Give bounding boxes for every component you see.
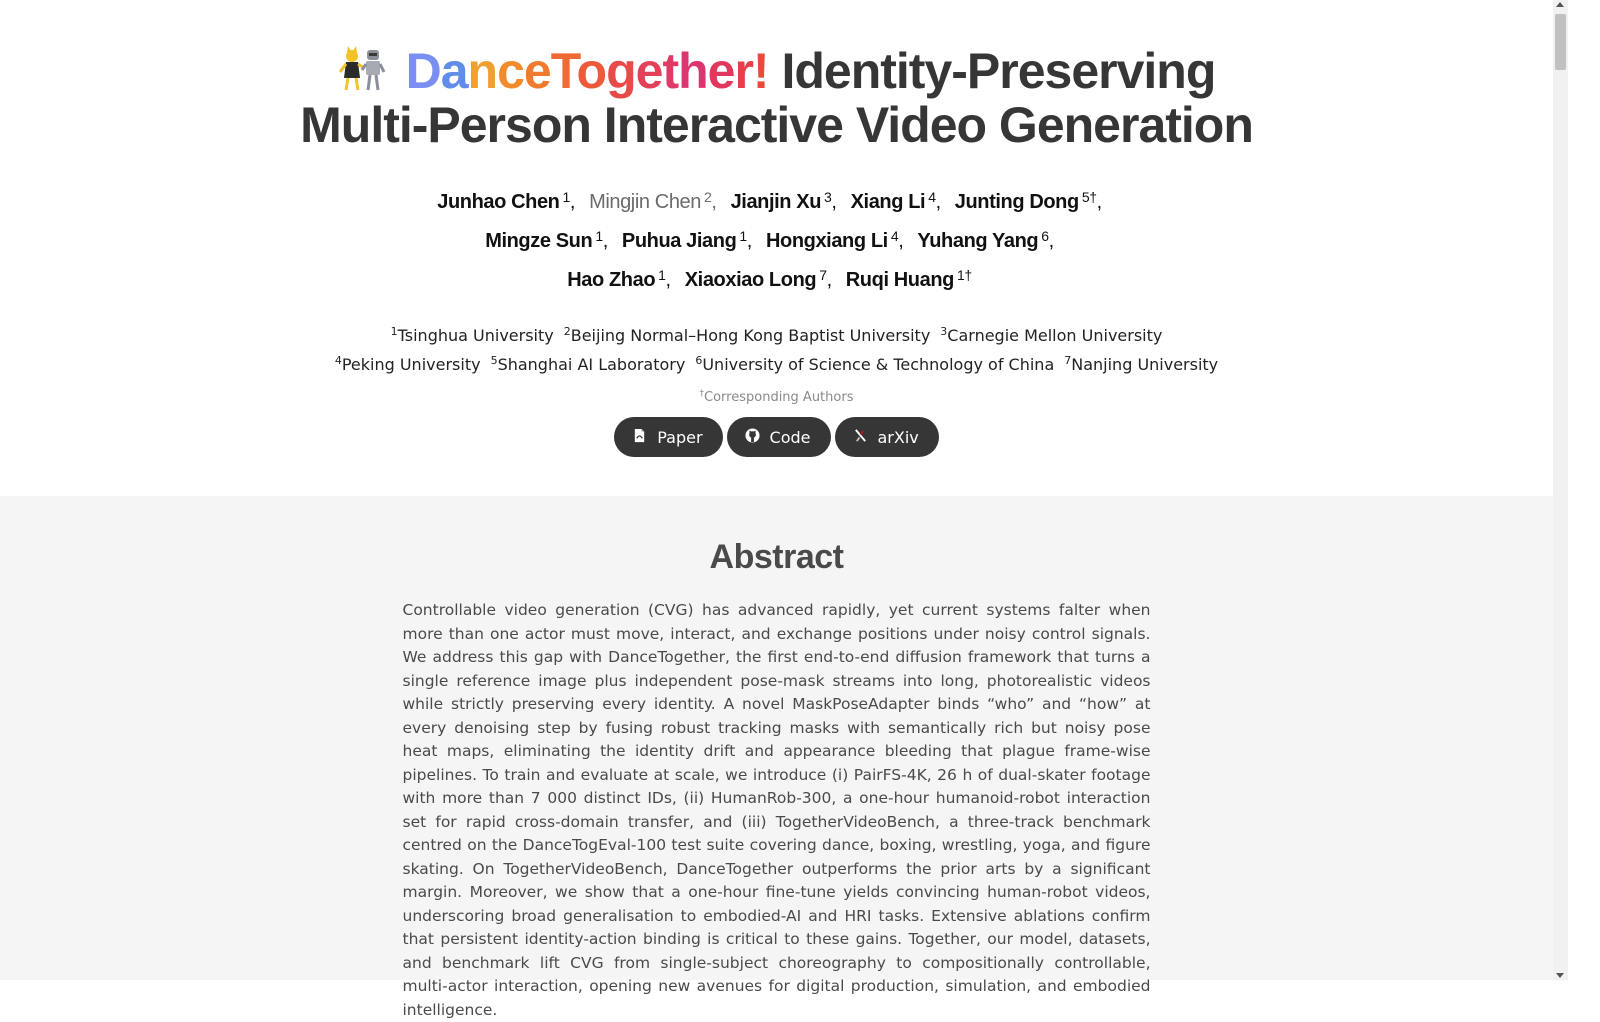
affiliation-name: Beijing Normal–Hong Kong Baptist University (570, 326, 931, 345)
author-separator: , (898, 230, 904, 252)
author-name (917, 230, 1067, 252)
brand-letter: o (576, 43, 607, 99)
affiliation-row (0, 348, 1553, 377)
abstract-heading: Abstract (709, 538, 844, 576)
author-separator: , (569, 191, 576, 213)
author-name (485, 230, 622, 252)
paper-button[interactable] (614, 417, 722, 457)
affiliation (564, 326, 931, 345)
affiliation (391, 326, 554, 345)
author-affiliation-mark: 1 (739, 228, 747, 244)
arxiv-button-label: arXiv (877, 427, 919, 447)
dancing-couple-icon (338, 46, 386, 92)
author-separator: , (665, 269, 671, 291)
affiliation-number: 4 (334, 354, 342, 367)
paper-button-label: Paper (657, 427, 703, 447)
dagger-mark: † (699, 389, 705, 399)
author-name (851, 191, 955, 213)
author-affiliation-mark: 5† (1081, 189, 1097, 205)
author-affiliation-mark: 1 (595, 228, 603, 244)
author-row (0, 258, 1553, 297)
scrollbar-thumb[interactable] (1555, 14, 1566, 70)
scroll-down-arrow-icon[interactable] (1556, 973, 1564, 978)
author-affiliation-mark: 6 (1041, 228, 1049, 244)
author-name-text: Junting Dong (954, 191, 1079, 213)
author-name (622, 230, 766, 252)
author-separator: , (1048, 230, 1054, 252)
author-name-text: Mingjin Chen (589, 191, 701, 213)
brand-name (406, 43, 769, 99)
author-affiliation-mark: 4 (928, 189, 936, 205)
affiliation-name: Nanjing University (1071, 355, 1219, 374)
author-affiliation-mark: 3 (824, 189, 832, 205)
author-affiliation-mark: 2 (704, 189, 712, 205)
brand-letter: e (707, 43, 735, 99)
author-separator: , (1096, 191, 1102, 213)
author-name (955, 191, 1116, 213)
code-button[interactable] (727, 417, 831, 457)
affiliation-number: 1 (390, 325, 398, 338)
author-separator: , (711, 191, 717, 213)
affiliation-name: Tsinghua University (397, 326, 554, 345)
author-separator: , (746, 230, 752, 252)
author-affiliation-mark: 7 (819, 267, 827, 283)
author-name-text: Xiaoxiao Long (684, 269, 817, 291)
brand-letter: r (734, 43, 753, 99)
affiliation-number: 3 (940, 325, 948, 338)
arxiv-icon (853, 428, 868, 447)
affiliation-number: 7 (1064, 354, 1072, 367)
corresponding-label: Corresponding Authors (704, 390, 854, 405)
brand-letter: h (678, 43, 708, 99)
author-name-text: Hongxiang Li (765, 230, 888, 252)
affiliation-name: Carnegie Mellon University (947, 326, 1163, 345)
brand-letter: c (497, 43, 524, 99)
hero-section (0, 0, 1553, 496)
author-name-text: Hao Zhao (567, 269, 656, 291)
author-row (0, 180, 1553, 219)
author-name (567, 269, 684, 291)
author-affiliation-mark: 4 (890, 228, 899, 244)
author-separator: , (602, 230, 608, 252)
author-name-text: Ruqi Huang (845, 269, 954, 291)
brand-letter: g (606, 43, 636, 99)
affiliation-name: Peking University (341, 355, 481, 374)
author-name (766, 230, 917, 252)
vertical-scrollbar[interactable] (1553, 0, 1568, 980)
affiliation (1064, 355, 1218, 374)
author-affiliation-mark: 1 (562, 189, 570, 205)
abstract-text: Controllable video generation (CVG) has advanced rapidly, yet current systems falter when more than one actor must move, interact, and exchange positions under noisy control signals. We address this gap with DanceTogether, the first end-to-end diffusion framework that turns a single reference image plus independent pose-mask streams into long, photorealistic videos while strictly preserving every identity. A novel MaskPoseAdapter binds “who” and “how” at every denoising step by fusing robust tracking masks with semantically rich but noisy pose heat maps, eliminating the identity drift and appearance bleeding that plague frame-wise pipelines. To train and evaluate at scale, we introduce (i) PairFS-4K, 26 h of dual-skater footage with more than 7 000 distinct IDs, (ii) HumanRob-300, a one-hour humanoid-robot interaction set for rapid cross-domain transfer, and (iii) TogetherVideoBench, a three-track benchmark centred on the DanceTogEval-100 test suite covering dance, boxing, wrestling, yoga, and figure skating. On TogetherVideoBench, DanceTogether outperforms the prior arts by a significant margin. Moreover, we show that a one-hour fine-tune yields convincing human-robot videos, underscoring broad generalisation to embodied-AI and HRI tasks. Extensive ablations confirm that persistent identity-action binding is critical to these gains. Together, our model, datasets, and benchmark lift CVG from single-subject choreography to compositionally controllable, multi-actor interaction, opening new avenues for digital production, simulation, and embodied intelligence. (402, 601, 1151, 1019)
brand-letter: e (523, 43, 551, 99)
author-name-text: Xiang Li (850, 191, 926, 213)
author-name (437, 191, 589, 213)
title-line1-rest: Identity-Preserving (781, 43, 1216, 99)
author-row (0, 219, 1553, 258)
author-name-text: Puhua Jiang (621, 230, 737, 252)
author-affiliation-mark: 1† (956, 267, 972, 283)
author-separator: , (831, 191, 837, 213)
author-list (0, 180, 1553, 297)
affiliation (491, 355, 686, 374)
author-link[interactable] (589, 191, 731, 213)
affiliation-number: 6 (695, 354, 703, 367)
author-name-text: Yuhang Yang (917, 230, 1039, 252)
author-name (846, 269, 986, 291)
abstract-section (0, 496, 1553, 1019)
link-buttons (0, 417, 1553, 457)
affiliation (695, 355, 1054, 374)
github-icon (745, 428, 760, 447)
scroll-up-arrow-icon[interactable] (1556, 2, 1564, 7)
author-name (731, 191, 851, 213)
affiliation-number: 5 (490, 354, 498, 367)
affiliation-name: University of Science & Technology of China (702, 355, 1055, 374)
affiliation-number: 2 (563, 325, 571, 338)
pdf-file-icon (632, 428, 647, 447)
brand-letter: D (405, 43, 441, 99)
page-title (0, 0, 1553, 152)
brand-letter: e (635, 43, 663, 99)
author-name-text: Jianjin Xu (730, 191, 822, 213)
author-name-text: Junhao Chen (437, 191, 560, 213)
brand-letter: T (550, 43, 577, 99)
corresponding-note (0, 389, 1553, 405)
affiliation-name: Shanghai AI Laboratory (497, 355, 686, 374)
affiliation (335, 355, 481, 374)
author-name-text: Mingze Sun (485, 230, 593, 252)
brand-letter: a (440, 43, 468, 99)
brand-letter: t (662, 43, 679, 99)
author-separator: , (935, 191, 941, 213)
title-line2: Multi-Person Interactive Video Generation (300, 97, 1253, 153)
author-affiliation-mark: 1 (658, 267, 666, 283)
affiliation-list (0, 319, 1553, 377)
author-name (685, 269, 846, 291)
affiliation (940, 326, 1162, 345)
author-separator: , (826, 269, 832, 291)
brand-letter: n (467, 43, 498, 99)
brand-letter: ! (752, 43, 769, 99)
affiliation-row (0, 319, 1553, 348)
code-button-label: Code (769, 427, 811, 447)
arxiv-button[interactable] (835, 417, 939, 457)
